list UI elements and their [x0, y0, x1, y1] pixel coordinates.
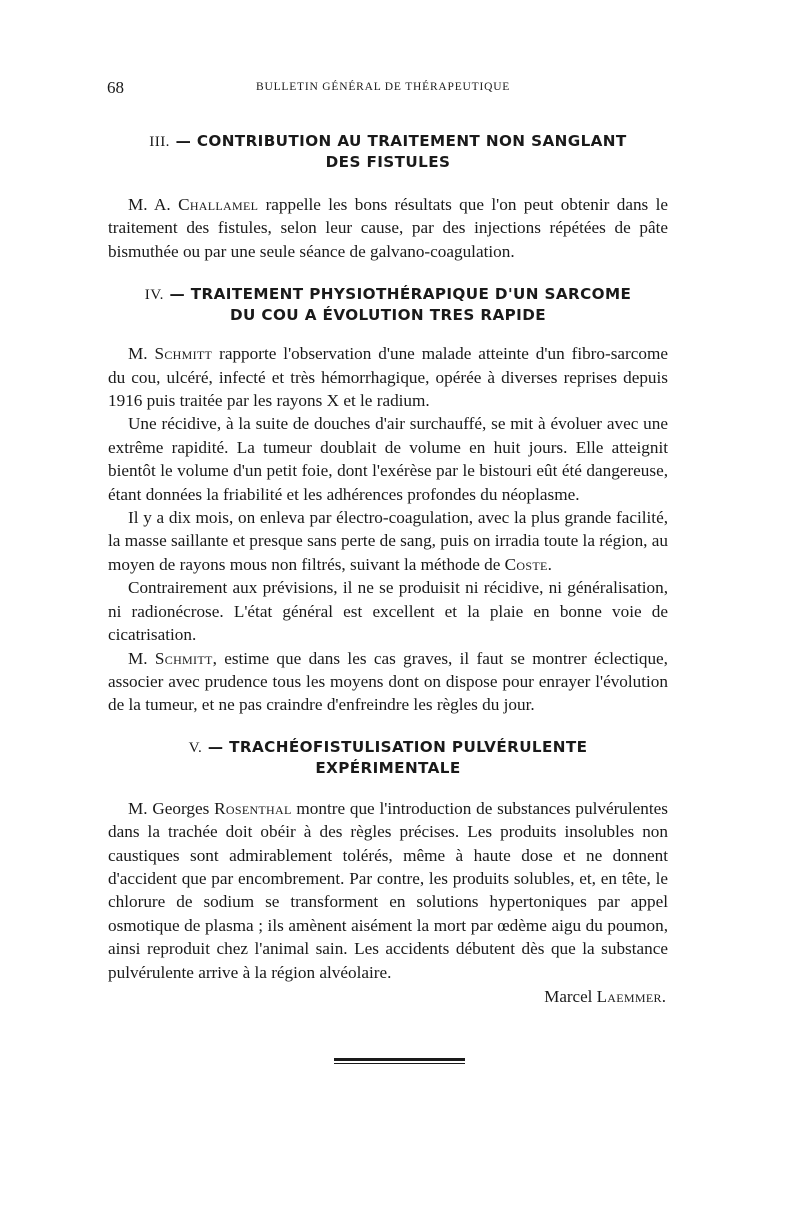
signature-end: .	[661, 986, 666, 1006]
author-name: Coste	[504, 554, 548, 574]
section-heading	[108, 284, 668, 326]
section-4	[108, 284, 668, 717]
paragraph-text: .	[547, 554, 552, 574]
end-rule-thin	[334, 1063, 465, 1064]
author-name: Schmitt	[154, 344, 213, 364]
end-rule-thick	[334, 1058, 465, 1061]
paragraph-lead: M. A.	[128, 195, 179, 214]
running-head	[108, 78, 668, 100]
section-5	[108, 737, 668, 984]
paragraph-lead: M. Georges	[128, 798, 215, 818]
page-number: 68	[107, 78, 124, 97]
signature-first-name: Marcel	[544, 986, 597, 1006]
paragraph	[108, 576, 668, 646]
section-3	[108, 131, 668, 263]
section-numeral: V.	[188, 738, 203, 756]
paragraph	[108, 506, 668, 576]
section-title-line2: EXPÉRIMENTALE	[315, 758, 461, 777]
section-heading	[108, 131, 668, 173]
section-numeral: III.	[149, 133, 170, 150]
section-title-line2: DU COU A ÉVOLUTION TRES RAPIDE	[230, 306, 546, 325]
paragraph-text: Contrairement aux prévisions, il ne se produisit ni récidive, ni généralisation, ni radionécrose. L'état général est excellent et la plaie en bonne voie de cicatrisation.	[108, 578, 668, 645]
page	[108, 78, 668, 1007]
section-title-line1: — TRAITEMENT PHYSIOTHÉRAPIQUE D'UN SARCOME	[169, 285, 632, 304]
paragraph	[108, 412, 668, 506]
signature	[108, 987, 668, 1007]
signature-last-name: Laemmer	[596, 986, 662, 1006]
end-rule	[334, 1058, 465, 1064]
paragraph-text: , estime que dans les cas graves, il faut se montrer éclectique, associer avec prudence tous les moyens dont on dispose pour enrayer l'évolution de la tumeur, et ne pas craindre d'enfreindre les règles du jour.	[108, 648, 668, 715]
section-title-line1: — TRACHÉOFISTULISATION PULVÉRULENTE	[207, 737, 588, 756]
section-numeral: IV.	[144, 286, 164, 304]
paragraph-lead: Il y a dix mois, on enleva par électro-coagulation, avec la plus grande facilité, la masse saillante et presque sans perte de sang, puis on irradia toute la région, au moyen de rayons mous non filtrés, suivant la méthode de	[108, 508, 668, 574]
section-title-line1: — CONTRIBUTION AU TRAITEMENT NON SANGLANT	[175, 132, 627, 150]
paragraph-text: Une récidive, à la suite de douches d'air surchauffé, se mit à évoluer avec une extrême rapidité. La tumeur doublait de volume en huit jours. Elle atteignit bientôt le volume d'un petit foie, dont l'exérèse par le bistouri eût été dangereuse, étant données la friabilité et les adhérences profondes du néoplasme.	[108, 414, 668, 504]
section-heading	[108, 737, 668, 779]
paragraph	[108, 647, 668, 717]
paragraph	[108, 797, 668, 984]
paragraph-lead: M.	[128, 648, 155, 668]
paragraph-lead: M.	[128, 344, 155, 364]
paragraph-text: montre que l'introduction de substances pulvérulentes dans la trachée doit obéir à des règles précises. Les produits insolubles non caustiques sont admirablement tolérés, même à haute dose et ne donnent d'accident que par encombrement. Par contre, les produits solubles, et, en tête, le chlorure de sodium se transforment en solutions hypertoniques par appel osmotique de plasma ; ils amènent aisément la mort par œdème aigu du poumon, ainsi reproduit chez l'animal sain. Les accidents débutent dès que la substance pulvérulente arrive à la région alvéolaire.	[108, 798, 668, 982]
paragraph-text: rappelle les bons résultats que l'on peut obtenir dans le traitement des fistules, selon leur cause, par des injections répétées de pâte bismuthée ou par une seule séance de galvano-coagulation.	[108, 195, 669, 261]
journal-title: BULLETIN GÉNÉRAL DE THÉRAPEUTIQUE	[256, 81, 511, 93]
author-name: Rosenthal	[214, 798, 292, 818]
author-name: Challamel	[178, 195, 259, 214]
paragraph-text: rapporte l'observation d'une malade atteinte d'un fibro-sarcome du cou, ulcéré, infecté et très hémorrhagique, opérée à diverses reprises depuis 1916 puis traitée par les rayons X et le radium.	[108, 344, 668, 411]
author-name: Schmitt	[154, 648, 213, 668]
paragraph	[108, 342, 668, 412]
paragraph	[108, 193, 668, 263]
section-title-line2: DES FISTULES	[325, 153, 451, 171]
